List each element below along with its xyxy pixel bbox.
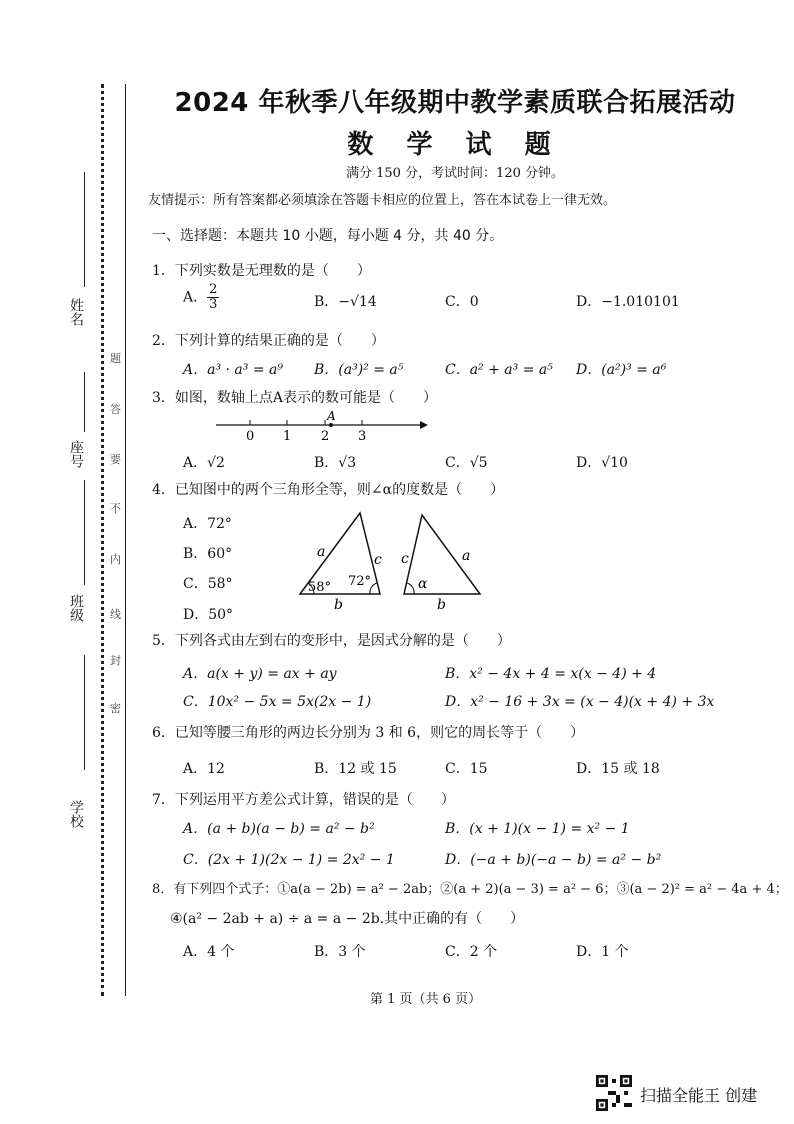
question-1-stem: 1．下列实数是无理数的是（ ） xyxy=(152,263,371,279)
name-label: 姓名 xyxy=(68,298,84,326)
question-5-stem: 5．下列各式由左到右的变形中，是因式分解的是（ ） xyxy=(152,633,511,649)
q8-option-d: D．1 个 xyxy=(576,944,629,960)
watermark-text: 扫描全能王 创建 xyxy=(640,1086,758,1105)
question-8-stem-2: ④(a² − 2ab + a) ÷ a = a − 2b.其中正确的有（ ） xyxy=(170,911,525,927)
question-6-stem: 6．已知等腰三角形的两边长分别为 3 和 6，则它的周长等于（ ） xyxy=(152,725,585,741)
number-line xyxy=(210,408,430,444)
page-footer: 第 1 页（共 6 页） xyxy=(370,992,482,1007)
question-4-stem: 4．已知图中的两个三角形全等，则∠α的度数是（ ） xyxy=(152,482,505,498)
q2-option-d: D．(a²)³ = a⁶ xyxy=(576,362,667,378)
class-label: 班级 xyxy=(68,594,84,622)
angle-label: α xyxy=(418,576,428,592)
seal-char: 题 xyxy=(110,352,121,365)
fraction: $\frac{2}{3}$ xyxy=(209,282,218,312)
q3-option-b: B．√3 xyxy=(314,455,357,471)
q3-option-a: A．√2 xyxy=(183,455,225,471)
point-a-label: A xyxy=(327,409,336,423)
qr-code-icon xyxy=(596,1075,632,1111)
q8-option-c: C．2 个 xyxy=(445,944,498,960)
angle-label: 58° xyxy=(308,580,332,595)
q4-option-b: B．60° xyxy=(183,546,233,562)
q7-option-a: A．(a + b)(a − b) = a² − b² xyxy=(183,821,375,837)
q3-option-d: D．√10 xyxy=(576,455,628,471)
seal-char: 不 xyxy=(110,502,121,515)
tick-label: 3 xyxy=(358,429,367,444)
seal-char: 封 xyxy=(110,654,121,667)
side-label: c xyxy=(401,551,409,567)
side-label: a xyxy=(462,548,471,564)
binding-dotted-line xyxy=(101,84,104,996)
q6-option-a: A．12 xyxy=(183,761,225,777)
question-7-stem: 7．下列运用平方差公式计算，错误的是（ ） xyxy=(152,792,455,808)
question-8-stem: 8．有下列四个式子：①a(a − 2b) = a² − 2ab；②(a + 2)(a − 3) = a² − 6；③(a − 2)² = a² − 4a + 4； xyxy=(152,882,788,897)
q5-option-a: A．a(x + y) = ax + ay xyxy=(183,666,337,682)
q7-option-d: D．(−a + b)(−a − b) = a² − b² xyxy=(445,852,662,868)
side-label: c xyxy=(374,552,382,568)
angle-arc xyxy=(407,583,414,594)
side-label: b xyxy=(334,597,343,613)
angle-label: 72° xyxy=(348,574,372,589)
seat-blank xyxy=(84,480,85,585)
side-label: b xyxy=(437,597,446,613)
seal-char: 线 xyxy=(110,608,121,621)
question-2-stem: 2．下列计算的结果正确的是（ ） xyxy=(152,333,385,349)
q8-option-b: B．3 个 xyxy=(314,944,366,960)
seal-char: 密 xyxy=(110,702,121,715)
side-label: a xyxy=(317,544,326,560)
exam-subtitle: 数 学 试 题 xyxy=(347,130,563,160)
exam-title: 2024 年秋季八年级期中教学素质联合拓展活动 xyxy=(174,88,736,118)
q5-option-c: C．10x² − 5x = 5x(2x − 1) xyxy=(183,694,372,710)
section-heading: 一、选择题：本题共 10 小题，每小题 4 分，共 40 分。 xyxy=(152,228,504,244)
seal-char: 答 xyxy=(110,403,121,416)
tick-label: 1 xyxy=(283,429,292,444)
seal-char: 要 xyxy=(110,453,121,466)
q6-option-d: D．15 或 18 xyxy=(576,761,660,777)
exam-info: 满分 150 分，考试时间：120 分钟。 xyxy=(345,166,565,181)
name-blank xyxy=(84,172,85,287)
arrow-icon xyxy=(420,421,428,429)
q5-option-b: B．x² − 4x + 4 = x(x − 4) + 4 xyxy=(445,666,657,682)
triangles-figure xyxy=(290,505,490,615)
seat-label: 座号 xyxy=(68,440,84,468)
seal-char: 内 xyxy=(110,553,121,566)
q7-option-b: B．(x + 1)(x − 1) = x² − 1 xyxy=(445,821,630,837)
q1-option-c: C．0 xyxy=(445,294,479,310)
q8-option-a: A．4 个 xyxy=(183,944,235,960)
class-blank xyxy=(84,655,85,770)
q5-option-d: D．x² − 16 + 3x = (x − 4)(x + 4) + 3x xyxy=(445,694,715,710)
q4-option-a: A．72° xyxy=(183,516,232,532)
q4-option-d: D．50° xyxy=(183,607,234,623)
tick-label: 2 xyxy=(321,429,330,444)
q1-option-a: A． $\frac{2}{3}$ xyxy=(183,282,218,312)
q2-option-b: B．(a³)² = a⁵ xyxy=(314,362,404,378)
q2-option-c: C．a² + a³ = a⁵ xyxy=(445,362,553,378)
q4-option-c: C．58° xyxy=(183,576,233,592)
question-3-stem: 3．如图，数轴上点A表示的数可能是（ ） xyxy=(152,390,438,406)
q6-option-b: B．12 或 15 xyxy=(314,761,397,777)
q6-option-c: C．15 xyxy=(445,761,488,777)
tick-label: 0 xyxy=(246,429,255,444)
q7-option-c: C．(2x + 1)(2x − 1) = 2x² − 1 xyxy=(183,852,395,868)
q1-option-d: D．−1.010101 xyxy=(576,294,680,310)
q2-option-a: A．a³ · a³ = a⁹ xyxy=(183,362,283,378)
binding-solid-line xyxy=(125,84,126,996)
q1-option-b: B．−√14 xyxy=(314,294,377,310)
q3-option-c: C．√5 xyxy=(445,455,488,471)
exam-tip: 友情提示：所有答案都必须填涂在答题卡相应的位置上，答在本试卷上一律无效。 xyxy=(148,193,617,208)
school-label: 学校 xyxy=(68,800,84,828)
seat-blank-top xyxy=(84,372,85,432)
point-a xyxy=(329,423,333,427)
